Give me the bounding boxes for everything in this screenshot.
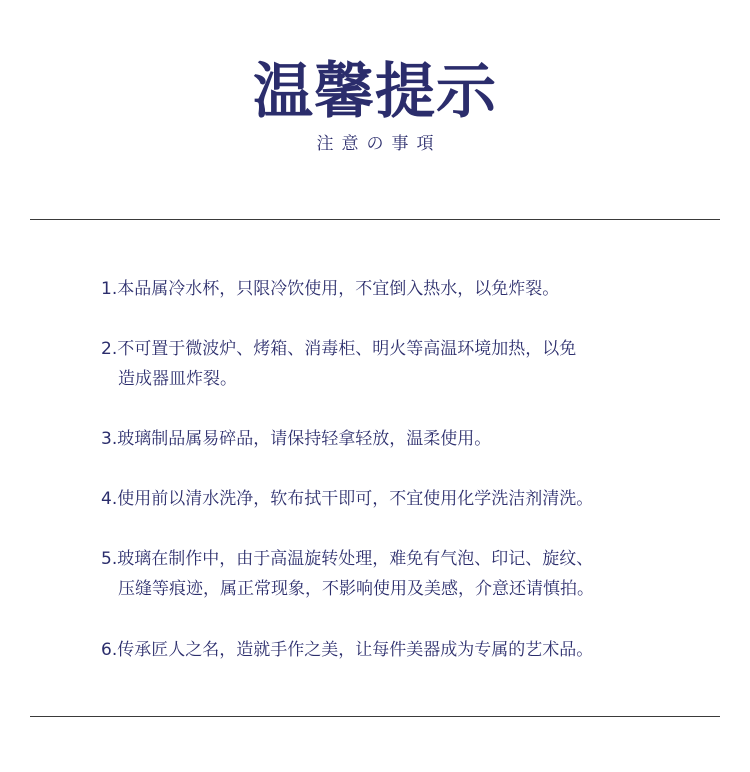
bottom-divider <box>30 716 720 717</box>
note-item-6 <box>101 635 681 665</box>
note-2-line-2: 造成器皿炸裂。 <box>118 369 237 389</box>
note-item-4 <box>101 484 681 514</box>
note-3-line-1: 3.玻璃制品属易碎品，请保持轻拿轻放，温柔使用。 <box>101 429 492 449</box>
note-5-line-2: 压缝等痕迹，属正常现象，不影响使用及美感，介意还请慎拍。 <box>118 579 594 599</box>
note-2-line-1: 2.不可置于微波炉、烤箱、消毒柜、明火等高温环境加热，以免 <box>101 339 577 359</box>
page-title: 温馨提示 <box>253 57 497 127</box>
note-6-line-1: 6.传承匠人之名，造就手作之美，让每件美器成为专属的艺术品。 <box>101 640 594 660</box>
note-item-2 <box>101 334 681 394</box>
page-subtitle: 注意の事項 <box>316 134 442 154</box>
note-item-5 <box>101 544 681 604</box>
note-item-1 <box>101 274 681 304</box>
note-1-line-1: 1.本品属冷水杯，只限冷饮使用，不宜倒入热水，以免炸裂。 <box>101 279 560 299</box>
note-4-line-1: 4.使用前以清水洗净，软布拭干即可，不宜使用化学洗洁剂清洗。 <box>101 489 594 509</box>
note-item-3 <box>101 424 681 454</box>
note-5-line-1: 5.玻璃在制作中，由于高温旋转处理，难免有气泡、印记、旋纹、 <box>101 549 594 569</box>
